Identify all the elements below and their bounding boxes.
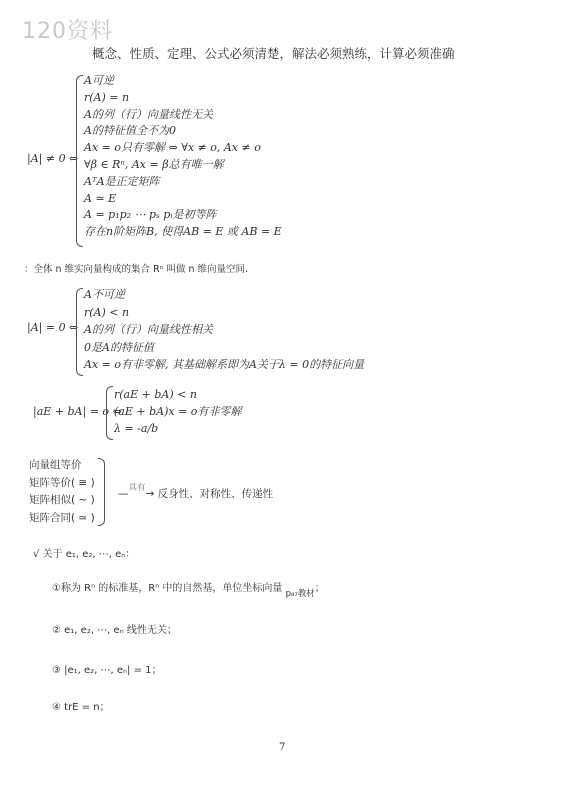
block4-rhs: → 反身性、对称性、传递性 — [145, 488, 274, 500]
block5-intro: √ 关于 e₁, e₂, ⋯, eₙ： — [33, 549, 136, 560]
block4-relation: —$^{具有}$→ 反身性、对称性、传递性 — [118, 483, 274, 500]
block4-line-3: 矩阵相似( ~ ) — [29, 494, 95, 506]
block1-line-7: AᵀA是正定矩阵 — [84, 174, 160, 188]
block2-lines — [84, 286, 364, 374]
block1-line-4: A的特征值全不为0 — [84, 124, 176, 138]
block5-item-4: ④ trE = n； — [52, 702, 110, 713]
block1-line-2: r(A) = n — [84, 90, 130, 104]
block5-item-1-text: ①称为 Rⁿ 的标准基，Rⁿ 中的自然基，单位坐标向量 — [52, 583, 283, 594]
page-title: 概念、性质、定理、公式必须清楚，解法必须熟练，计算必须准确 — [92, 46, 455, 61]
vector-space-note: ：全体 n 维实向量构成的集合 Rⁿ 叫做 n 维向量空间. — [24, 264, 249, 275]
block5-item-1-sub: p₈₇教材 — [285, 589, 315, 599]
block3-lines — [114, 386, 241, 437]
block5-item-1 — [52, 579, 325, 599]
block4-lines — [29, 457, 95, 527]
block2-line-4: 0是A的特征值 — [84, 340, 154, 354]
block4-line-1: 向量组等价 — [29, 459, 82, 471]
block2-line-1: A不可逆 — [84, 288, 125, 301]
block3-line-2: (aE + bA)x = o有非零解 — [114, 405, 242, 418]
block2-lhs: |A| = 0 ⇔ — [27, 321, 79, 334]
block4-brace — [98, 458, 105, 526]
block4-line-4: 矩阵合同( ≃ ) — [29, 511, 95, 524]
block1-line-1: A可逆 — [84, 74, 114, 87]
block2-line-2: r(A) < n — [84, 305, 130, 319]
block4-line-2: 矩阵等价( ≅ ) — [29, 476, 95, 489]
block3-brace — [106, 386, 113, 440]
block2-brace — [76, 288, 83, 376]
block1-brace — [76, 75, 83, 247]
block1-line-6: ∀β ∈ Rⁿ, Ax = β总有唯一解 — [84, 157, 224, 171]
block5-item-3: ③ |e₁, e₂, ⋯, eₙ| = 1； — [52, 665, 162, 676]
block2-line-3: A的列（行）向量线性相关 — [84, 323, 213, 336]
block3-line-3: λ = -a/b — [114, 422, 159, 435]
block3-lhs: |aE + bA| = o ⇔ — [33, 405, 122, 418]
block1-lines — [84, 73, 282, 241]
block2-line-5: Ax = o有非零解, 其基础解系即为A关于λ = 0的特征向量 — [84, 358, 365, 371]
block5-item-1-suffix: ； — [314, 583, 325, 594]
watermark: 120资料 — [22, 19, 113, 44]
block1-line-3: A的列（行）向量线性无关 — [84, 107, 213, 121]
block1-line-9: A = p₁p₂ ⋯ pₛ pᵢ是初等阵 — [84, 208, 217, 222]
block1-line-10: 存在n阶矩阵B, 使得AB = E 或 AB = E — [84, 225, 282, 239]
block1-line-5: Ax = o只有零解 ⇔ ∀x ≠ o, Ax ≠ o — [84, 141, 261, 155]
block3-line-1: r(aE + bA) < n — [114, 388, 197, 401]
block1-line-8: A ≃ E — [84, 191, 117, 205]
page-number: 7 — [279, 742, 286, 753]
block1-lhs: |A| ≠ 0 ⇔ — [27, 152, 79, 165]
block5-item-2: ② e₁, e₂, ⋯, eₙ 线性无关； — [52, 625, 177, 636]
block4-arrow-label: 具有 — [128, 483, 146, 493]
